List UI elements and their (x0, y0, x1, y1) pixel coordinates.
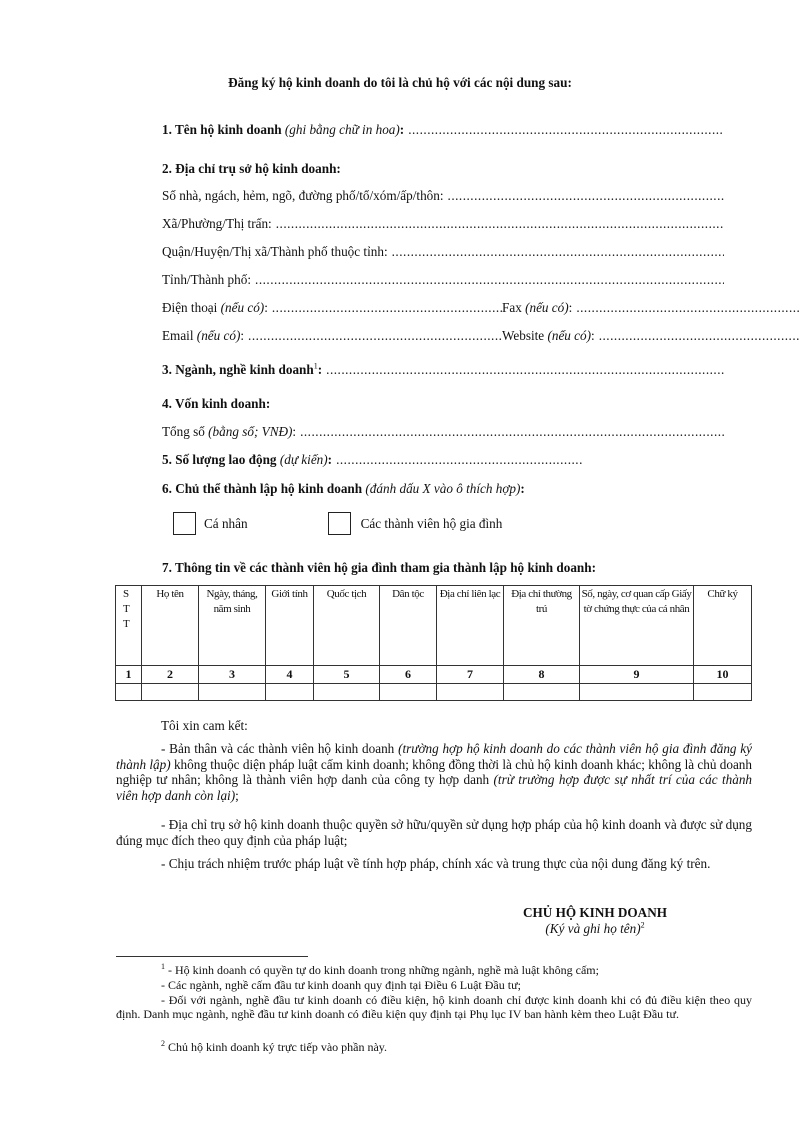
fax-colon: : (568, 300, 573, 315)
col-id-document: Số, ngày, cơ quan cấp Giấy tờ chứng thực của cá nhân (580, 586, 694, 666)
capital-note: (bằng số; VNĐ) (208, 424, 293, 439)
fax-label: Fax (502, 300, 522, 315)
col-name: Họ tên (142, 586, 199, 666)
col-number: 4 (266, 666, 314, 684)
col-number: 9 (580, 666, 694, 684)
email-field[interactable] (248, 328, 502, 344)
footnote-2 (116, 1040, 752, 1054)
commit-paragraph-2: - Địa chỉ trụ sở hộ kinh doanh thuộc quyền sở hữu/quyền sử dụng hợp pháp của hộ kinh doanh và được sử dụng đúng mục đích theo quy định của pháp luật; (116, 817, 752, 848)
section-5-label: 5. Số lượng lao động (162, 452, 277, 467)
section-6-colon: : (520, 481, 525, 496)
section-3-label: 3. Ngành, nghề kinh doanh (162, 362, 314, 377)
footnote-divider (116, 956, 308, 957)
table-number-row (116, 666, 752, 684)
section-6-label: 6. Chủ thể thành lập hộ kinh doanh (162, 481, 363, 496)
table-cell[interactable] (116, 684, 142, 701)
members-table (115, 585, 752, 701)
col-ethnicity: Dân tộc (380, 586, 437, 666)
members-heading-line (162, 560, 724, 576)
commit-p1-text: - Bản thân và các thành viên hộ kinh doanh (161, 741, 395, 756)
section-7-label: 7. Thông tin về các thành viên hộ gia đình tham gia thành lập hộ kinh doanh: (162, 560, 596, 575)
business-name-line (162, 122, 724, 138)
website-optional: (nếu có) (547, 328, 592, 343)
table-cell[interactable] (504, 684, 580, 701)
district-field[interactable] (392, 244, 724, 260)
commit-paragraph-1 (116, 741, 752, 803)
website-label: Website (502, 328, 545, 343)
street-line (162, 188, 724, 204)
col-number: 8 (504, 666, 580, 684)
phone-fax-line (162, 300, 724, 316)
section-1-note: (ghi bằng chữ in hoa) (284, 122, 400, 137)
col-number: 10 (694, 666, 752, 684)
col-number: 7 (437, 666, 504, 684)
section-2-label: 2. Địa chỉ trụ sở hộ kinh doanh: (162, 161, 341, 176)
footnote-2-text: Chủ hộ kinh doanh ký trực tiếp vào phần này. (165, 1040, 388, 1054)
col-number: 6 (380, 666, 437, 684)
signature-title: CHỦ HỘ KINH DOANH (523, 905, 667, 920)
col-signature: Chữ ký (694, 586, 752, 666)
footnote-1b: - Các ngành, nghề cấm đầu tư kinh doanh quy định tại Điều 6 Luật Đầu tư; (161, 978, 521, 992)
table-cell[interactable] (314, 684, 380, 701)
capital-total-line (162, 424, 724, 440)
street-label: Số nhà, ngách, hẻm, ngõ, đường phố/tổ/xóm/ấp/thôn: (162, 188, 444, 203)
section-5-note: (dự kiến) (279, 452, 328, 467)
phone-colon: : (264, 300, 268, 315)
col-nationality: Quốc tịch (314, 586, 380, 666)
capital-colon: : (292, 424, 297, 439)
table-cell[interactable] (437, 684, 504, 701)
table-header-row (116, 586, 752, 666)
capital-total-field[interactable] (300, 424, 724, 440)
business-name-field[interactable] (408, 122, 724, 138)
fax-optional: (nếu có) (525, 300, 569, 315)
capital-heading-line (162, 396, 724, 412)
signature-instruction: (Ký và ghi họ tên) (545, 921, 641, 936)
commit-intro: Tôi xin cam kết: (161, 718, 248, 733)
phone-label: Điện thoại (162, 300, 218, 315)
household-checkbox[interactable] (328, 512, 351, 535)
business-line-line (162, 362, 724, 378)
province-field[interactable] (255, 272, 724, 288)
table-cell[interactable] (199, 684, 266, 701)
province-label: Tỉnh/Thành phố: (162, 272, 252, 287)
labor-field[interactable] (336, 452, 582, 468)
footnote-1 (116, 963, 752, 977)
section-1-label: 1. Tên hộ kinh doanh (162, 122, 282, 137)
section-5-colon: : (327, 452, 333, 467)
commit-p1-end: ; (235, 787, 239, 803)
commit-paragraph-3: - Chịu trách nhiệm trước pháp luật về tính hợp pháp, chính xác và trung thực của nội dung đăng ký trên. (161, 856, 711, 871)
district-line (162, 244, 724, 260)
col-number: 1 (116, 666, 142, 684)
labor-line (162, 452, 582, 468)
entity-line (162, 481, 724, 497)
col-number: 5 (314, 666, 380, 684)
col-number: 3 (199, 666, 266, 684)
capital-total-label: Tổng số (162, 424, 205, 439)
email-website-line (162, 328, 724, 344)
website-field[interactable] (599, 328, 800, 344)
footnote-ref-1: 1 (313, 361, 318, 371)
section-1-colon: : (399, 122, 405, 137)
address-heading-line (162, 161, 724, 177)
col-gender: Giới tính (266, 586, 314, 666)
col-number: 2 (142, 666, 199, 684)
signature-block (470, 905, 720, 937)
business-line-field[interactable] (326, 362, 724, 378)
col-permanent-address: Địa chỉ thường trú (504, 586, 580, 666)
household-label: Các thành viên hộ gia đình (360, 515, 503, 531)
table-cell[interactable] (142, 684, 199, 701)
individual-checkbox[interactable] (173, 512, 196, 535)
phone-optional: (nếu có) (220, 300, 265, 315)
footnote-1c: - Đối với ngành, nghề đầu tư kinh doanh có điều kiện, hộ kinh doanh chỉ được kinh doanh khi có đủ điều kiện theo quy định. Danh mục ngành, nghề đầu tư kinh doanh có điều kiện quy định tại Phụ lục IV ban hành kèm theo Luật Đầu tư. (116, 993, 752, 1022)
footnote-1-marker: 1 (161, 962, 165, 971)
table-row (116, 684, 752, 701)
table-cell[interactable] (266, 684, 314, 701)
section-6-note: (đánh dấu X vào ô thích hợp) (365, 481, 521, 496)
col-dob: Ngày, tháng, năm sinh (199, 586, 266, 666)
commit-p1-text-2: không thuộc diện pháp luật cấm kinh doanh; không đồng thời là chủ hộ kinh doanh khác; không là chủ doanh nghiệp tư nhân; không là thành viên hợp danh của công ty hợp danh (116, 756, 752, 787)
section-4-label: 4. Vốn kinh doanh: (162, 396, 271, 411)
email-label: Email (162, 328, 194, 343)
footnote-1-text: - Hộ kinh doanh có quyền tự do kinh doanh trong những ngành, nghề mà luật không cấm; (165, 963, 599, 977)
commit-p1-note: (trường hợp hộ kinh doanh do các thành viên hộ gia đình đăng ký thành lập) (116, 741, 753, 772)
commit-p1-note-2: (trừ trường hợp được sự nhất trí của các thành viên hợp danh còn lại) (116, 772, 753, 803)
table-cell[interactable] (580, 684, 694, 701)
entity-options (173, 512, 502, 535)
footnote-2-marker: 2 (161, 1039, 165, 1048)
website-colon: : (591, 328, 595, 343)
footnote-ref-2: 2 (640, 920, 645, 930)
ward-field[interactable] (276, 216, 724, 232)
phone-field[interactable] (272, 300, 502, 316)
form-heading: Đăng ký hộ kinh doanh do tôi là chủ hộ với các nội dung sau: (228, 75, 572, 90)
table-cell[interactable] (694, 684, 752, 701)
province-line (162, 272, 724, 288)
street-field[interactable] (448, 188, 724, 204)
table-cell[interactable] (380, 684, 437, 701)
ward-label: Xã/Phường/Thị trấn: (162, 216, 272, 231)
email-colon: : (240, 328, 245, 343)
individual-label: Cá nhân (204, 515, 248, 531)
ward-line (162, 216, 724, 232)
district-label: Quận/Huyện/Thị xã/Thành phố thuộc tỉnh: (162, 244, 388, 259)
col-contact-address: Địa chỉ liên lạc (437, 586, 504, 666)
col-stt: S T T (116, 586, 142, 666)
section-3-colon: : (317, 362, 323, 377)
fax-field[interactable] (576, 300, 800, 316)
email-optional: (nếu có) (196, 328, 241, 343)
